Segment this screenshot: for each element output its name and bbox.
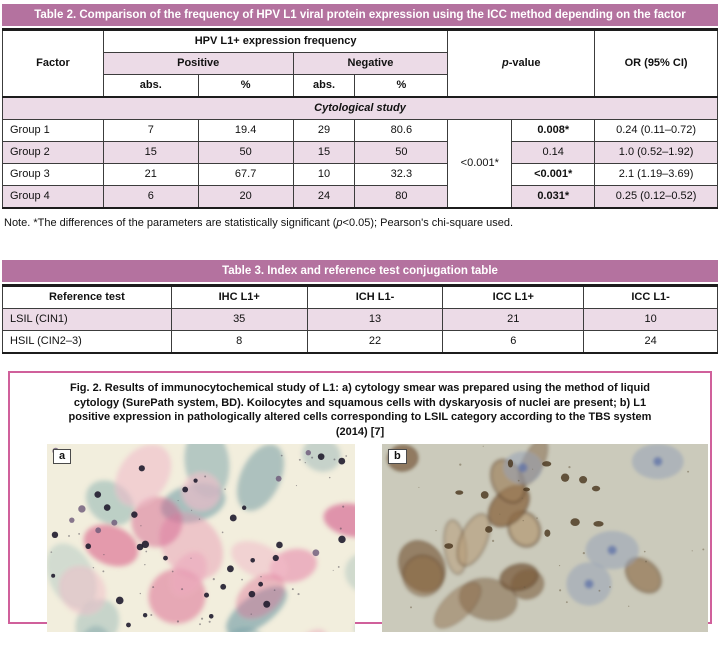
row-or: 0.25 (0.12–0.52) [595,186,718,209]
neg-abs: 29 [293,120,355,142]
neg-abs: 24 [293,186,355,209]
table3-header-ihc-l1pos: IHC L1+ [171,286,307,309]
pvalue-italic-p: p [501,57,509,69]
row-factor: Group 1 [3,120,104,142]
table3-header-icc-l1pos: ICC L1+ [443,286,584,309]
cytology-smear-image [47,444,355,632]
reference-test-label: HSIL (CIN2–3) [3,331,172,354]
neg-abs: 15 [293,142,355,164]
neg-pct: 80 [355,186,448,209]
note-italic-p: p [336,217,343,229]
table2-header-frequency: HPV L1+ expression frequency [103,30,447,53]
table2-row-2 [3,142,718,164]
table2-header-factor: Factor [3,30,104,98]
table2-header-pct-pos: % [198,75,293,98]
icc-stain-image [382,444,708,632]
merged-pvalue: <0.001* [448,120,512,209]
table2-header-or: OR (95% CI) [595,30,718,98]
neg-pct: 50 [355,142,448,164]
pos-abs: 7 [103,120,198,142]
pos-pct: 67.7 [198,164,293,186]
table2-header-pvalue [448,30,595,98]
table3-header-icc-l1neg: ICC L1- [584,286,718,309]
table3 [2,284,718,354]
table2-section [2,4,718,230]
note-text-post: <0.05); Pearson's chi-square used. [342,217,514,229]
table3-row-1 [3,309,718,331]
table2-title-bar [2,4,718,26]
row-factor: Group 4 [3,186,104,209]
conjugation-value: 24 [584,331,718,354]
table2-note [4,216,718,230]
pos-abs: 21 [103,164,198,186]
conjugation-value: 10 [584,309,718,331]
conjugation-value: 22 [307,331,443,354]
neg-abs: 10 [293,164,355,186]
table2-row-3 [3,164,718,186]
micrograph-a [47,444,355,632]
table2-header-abs-neg: abs. [293,75,355,98]
row-or: 2.1 (1.19–3.69) [595,164,718,186]
row-or: 0.24 (0.11–0.72) [595,120,718,142]
figure-2-box [8,371,712,624]
table2-header-row-1 [3,30,718,53]
table2-title: Table 2. Comparison of the frequency of HPV L1 viral protein expression using the ICC method depending on the factor [34,9,686,21]
conjugation-value: 8 [171,331,307,354]
micrograph-b [382,444,708,632]
pos-pct: 50 [198,142,293,164]
table2-header-pct-neg: % [355,75,448,98]
table2-header-positive: Positive [103,53,293,75]
table2-row-4 [3,186,718,209]
figure-2-images [10,444,710,632]
pos-pct: 19.4 [198,120,293,142]
micrograph-a-label: a [53,449,71,464]
table3-row-2 [3,331,718,354]
table2-header-negative: Negative [293,53,448,75]
table2-row-1 [3,120,718,142]
pos-pct: 20 [198,186,293,209]
pos-abs: 15 [103,142,198,164]
conjugation-value: 35 [171,309,307,331]
conjugation-value: 6 [443,331,584,354]
row-pvalue: 0.14 [512,142,595,164]
neg-pct: 32.3 [355,164,448,186]
table3-header-reference-test: Reference test [3,286,172,309]
row-pvalue: 0.008* [512,120,595,142]
table3-header-ich-l1neg: ICH L1- [307,286,443,309]
table3-section [2,260,718,354]
conjugation-value: 21 [443,309,584,331]
pvalue-rest: -value [508,57,541,69]
conjugation-value: 13 [307,309,443,331]
table2-header-abs-pos: abs. [103,75,198,98]
table2-section-row [3,97,718,120]
reference-test-label: LSIL (CIN1) [3,309,172,331]
row-factor: Group 2 [3,142,104,164]
note-text-pre: Note. *The differences of the parameters are statistically significant ( [4,217,337,229]
neg-pct: 80.6 [355,120,448,142]
table2 [2,28,718,209]
table3-title: Table 3. Index and reference test conjugation table [222,265,498,277]
row-or: 1.0 (0.52–1.92) [595,142,718,164]
table3-header-row [3,286,718,309]
table2-section-label: Cytological study [3,97,718,120]
micrograph-b-label: b [388,449,407,464]
figure-2-caption: Fig. 2. Results of immunocytochemical study of L1: a) cytology smear was prepared using the method of liquid cytology (SurePath system, BD). Koilocytes and squamous cells with dyskaryosis of nuclei are present; b) L1 positive expression in pathologically altered cells corresponding to LSIL category according to the TBS system (2014) [7] [68,382,652,438]
row-factor: Group 3 [3,164,104,186]
pos-abs: 6 [103,186,198,209]
table3-title-bar [2,260,718,282]
row-pvalue: 0.031* [512,186,595,209]
row-pvalue: <0.001* [512,164,595,186]
